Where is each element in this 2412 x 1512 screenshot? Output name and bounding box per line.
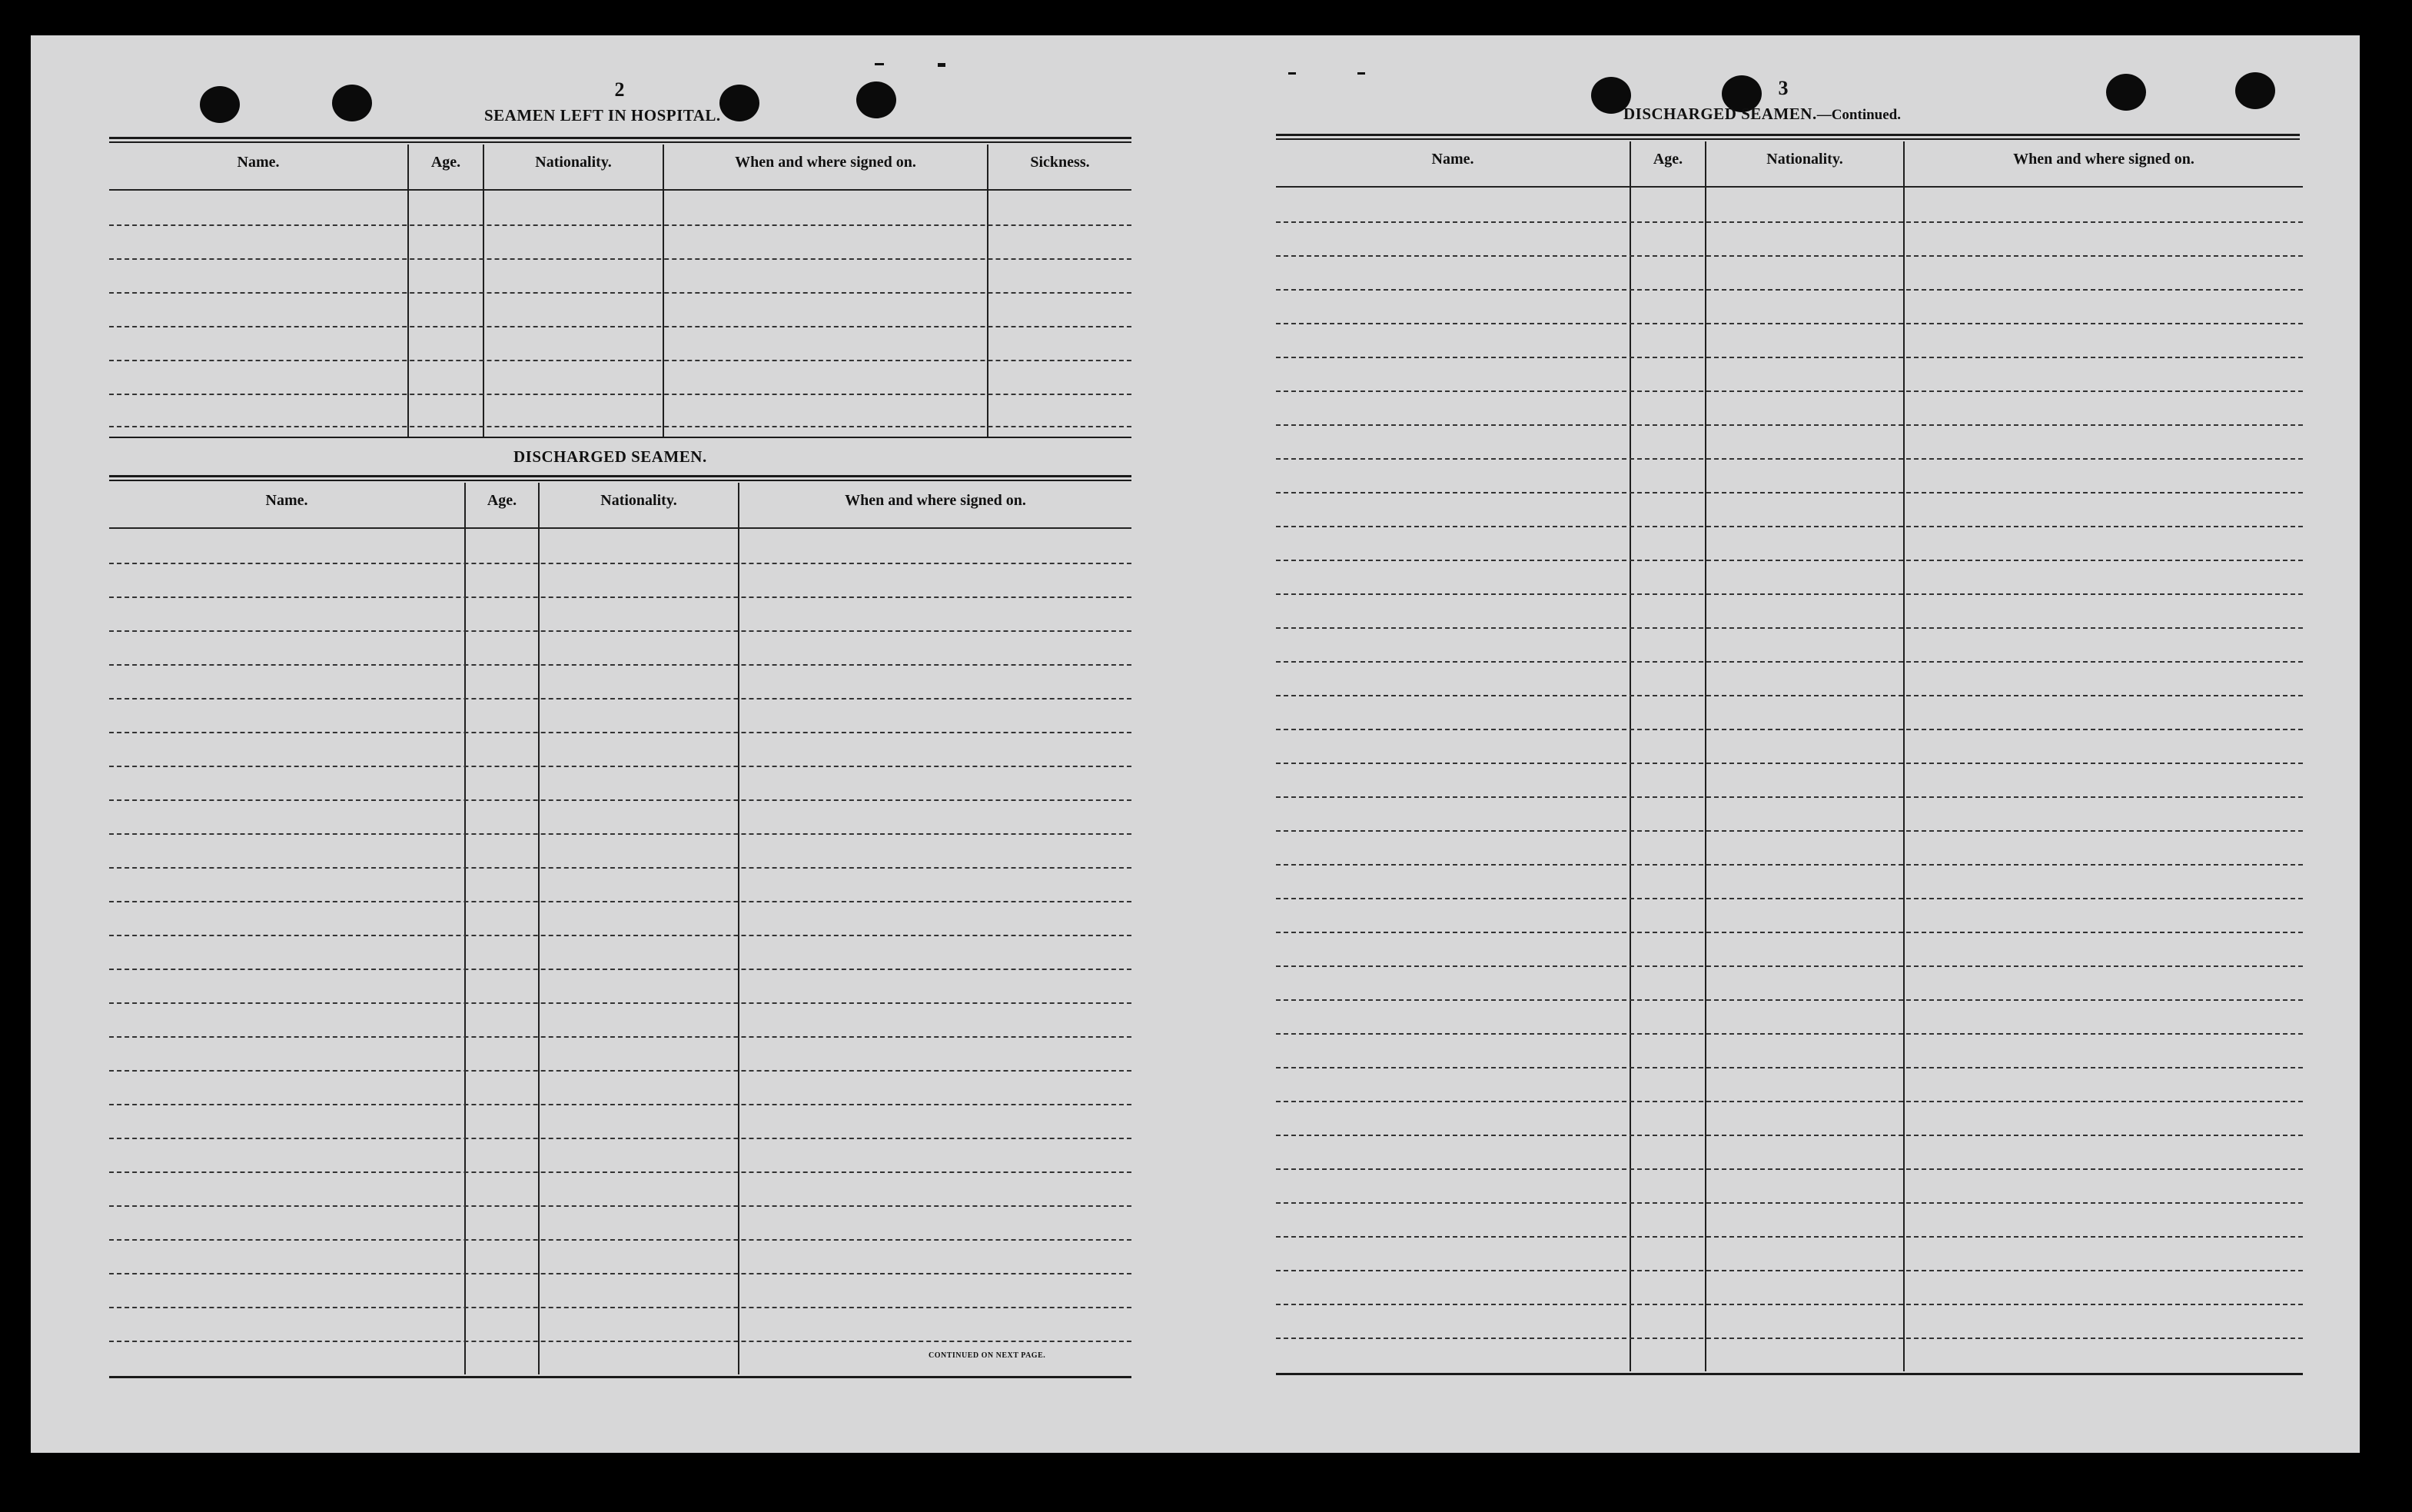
entry-line: [1276, 593, 2303, 595]
discharged-bottom-rule-left: [109, 1376, 1131, 1378]
scan-speck: [1357, 72, 1365, 75]
hospital-col-age: Age.: [430, 154, 461, 171]
column-divider: [663, 145, 664, 437]
entry-line: [1276, 560, 2303, 561]
scan-speck: [1288, 72, 1296, 75]
entry-line: [1276, 255, 2303, 257]
entry-line: [109, 394, 1131, 395]
column-divider: [483, 145, 484, 437]
entry-line: [1276, 424, 2303, 426]
entry-line: [109, 1341, 1131, 1342]
column-divider: [1630, 141, 1631, 1371]
entry-line: [109, 1002, 1131, 1004]
entry-line: [109, 1239, 1131, 1241]
hospital-col-sickness: Sickness.: [1030, 154, 1090, 171]
column-divider: [538, 483, 540, 1374]
entry-line: [1276, 1101, 2303, 1102]
continued-note: CONTINUED ON NEXT PAGE.: [929, 1351, 1046, 1360]
entry-line: [109, 224, 1131, 226]
hospital-table: [109, 145, 1131, 437]
entry-line: [109, 698, 1131, 700]
entry-line: [1276, 492, 2303, 493]
entry-line: [109, 1138, 1131, 1139]
entry-line: [109, 630, 1131, 632]
continued-col-signed-on: When and where signed on.: [2013, 151, 2194, 168]
entry-line: [109, 1104, 1131, 1105]
entry-line: [1276, 1135, 2303, 1136]
entry-line: [1276, 932, 2303, 933]
column-divider: [407, 145, 409, 437]
entry-line: [1276, 1067, 2303, 1068]
entry-line: [109, 326, 1131, 327]
punch-hole: [719, 85, 759, 121]
discharged-table-right: [1276, 141, 2303, 1371]
entry-line: [1276, 289, 2303, 291]
hospital-col-nationality: Nationality.: [535, 154, 612, 171]
entry-line: [1276, 864, 2303, 866]
scan-speck: [875, 63, 884, 65]
punch-hole: [332, 85, 372, 121]
discharged-top-rule: [109, 475, 1131, 477]
hospital-top-rule: [109, 137, 1131, 139]
column-divider: [464, 483, 466, 1374]
right-top-rule: [1276, 134, 2300, 136]
entry-line: [109, 766, 1131, 767]
entry-line: [1276, 796, 2303, 798]
column-divider: [987, 145, 988, 437]
hospital-bottom-rule: [109, 437, 1131, 438]
discharged-col-signed-on: When and where signed on.: [845, 492, 1026, 509]
punch-hole: [856, 81, 896, 118]
entry-line: [109, 1205, 1131, 1207]
entry-line: [1276, 898, 2303, 899]
entry-line: [109, 901, 1131, 902]
entry-line: [109, 969, 1131, 970]
entry-line: [109, 292, 1131, 294]
continued-col-age: Age.: [1653, 151, 1683, 168]
entry-line: [109, 563, 1131, 564]
discharged-col-age: Age.: [487, 492, 517, 509]
entry-line: [109, 867, 1131, 869]
discharged-col-name: Name.: [265, 492, 308, 509]
entry-line: [109, 1036, 1131, 1038]
entry-line: [1276, 695, 2303, 696]
entry-line: [109, 664, 1131, 666]
column-divider: [738, 483, 739, 1374]
discharged-continued-suffix: —Continued.: [1816, 107, 1901, 123]
entry-line: [1276, 390, 2303, 392]
column-divider: [1903, 141, 1905, 1371]
entry-line: [109, 360, 1131, 361]
entry-line: [1276, 1236, 2303, 1238]
entry-line: [109, 732, 1131, 733]
punch-hole: [2106, 74, 2146, 111]
discharged-table-left: [109, 483, 1131, 1374]
entry-line: [109, 596, 1131, 598]
hospital-section-title: SEAMEN LEFT IN HOSPITAL.: [484, 106, 721, 125]
discharged-col-nationality: Nationality.: [600, 492, 677, 509]
entry-line: [1276, 1304, 2303, 1305]
entry-line: [1276, 458, 2303, 460]
continued-col-nationality: Nationality.: [1766, 151, 1843, 168]
hospital-top-rule-2: [109, 141, 1131, 143]
entry-line: [1276, 323, 2303, 324]
entry-line: [1276, 661, 2303, 663]
entry-line: [1276, 729, 2303, 730]
entry-line: [1276, 1202, 2303, 1204]
scan-speck: [938, 63, 945, 67]
entry-line: [1276, 965, 2303, 967]
column-divider: [1705, 141, 1706, 1371]
hospital-col-signed-on: When and where signed on.: [735, 154, 916, 171]
entry-line: [1276, 999, 2303, 1001]
entry-line: [109, 1070, 1131, 1072]
discharged-continued-title-main: DISCHARGED SEAMEN.: [1623, 105, 1817, 123]
continued-col-name: Name.: [1431, 151, 1474, 168]
page-number-right: 3: [1778, 77, 1789, 99]
discharged-continued-title: [1623, 105, 1901, 124]
punch-hole: [2235, 72, 2275, 109]
entry-line: [109, 935, 1131, 936]
punch-hole: [200, 86, 240, 123]
page-number-left: 2: [614, 78, 625, 101]
entry-line: [1276, 1338, 2303, 1339]
document-sheet: [31, 35, 2360, 1453]
entry-line: [109, 799, 1131, 801]
entry-line: [1276, 627, 2303, 629]
entry-line: [109, 1171, 1131, 1173]
hospital-col-name: Name.: [237, 154, 280, 171]
entry-line: [1276, 830, 2303, 832]
entry-line: [1276, 1033, 2303, 1035]
entry-line: [1276, 763, 2303, 764]
entry-line: [109, 1307, 1131, 1308]
entry-line: [109, 1273, 1131, 1274]
discharged-top-rule-2: [109, 480, 1131, 481]
entry-line: [109, 426, 1131, 427]
entry-line: [1276, 221, 2303, 223]
discharged-bottom-rule-right: [1276, 1373, 2303, 1375]
discharged-section-title: DISCHARGED SEAMEN.: [513, 447, 707, 466]
entry-line: [1276, 526, 2303, 527]
entry-line: [1276, 1270, 2303, 1271]
entry-line: [1276, 357, 2303, 358]
right-top-rule-2: [1276, 138, 2300, 140]
entry-line: [109, 258, 1131, 260]
entry-line: [1276, 1168, 2303, 1170]
entry-line: [109, 833, 1131, 835]
